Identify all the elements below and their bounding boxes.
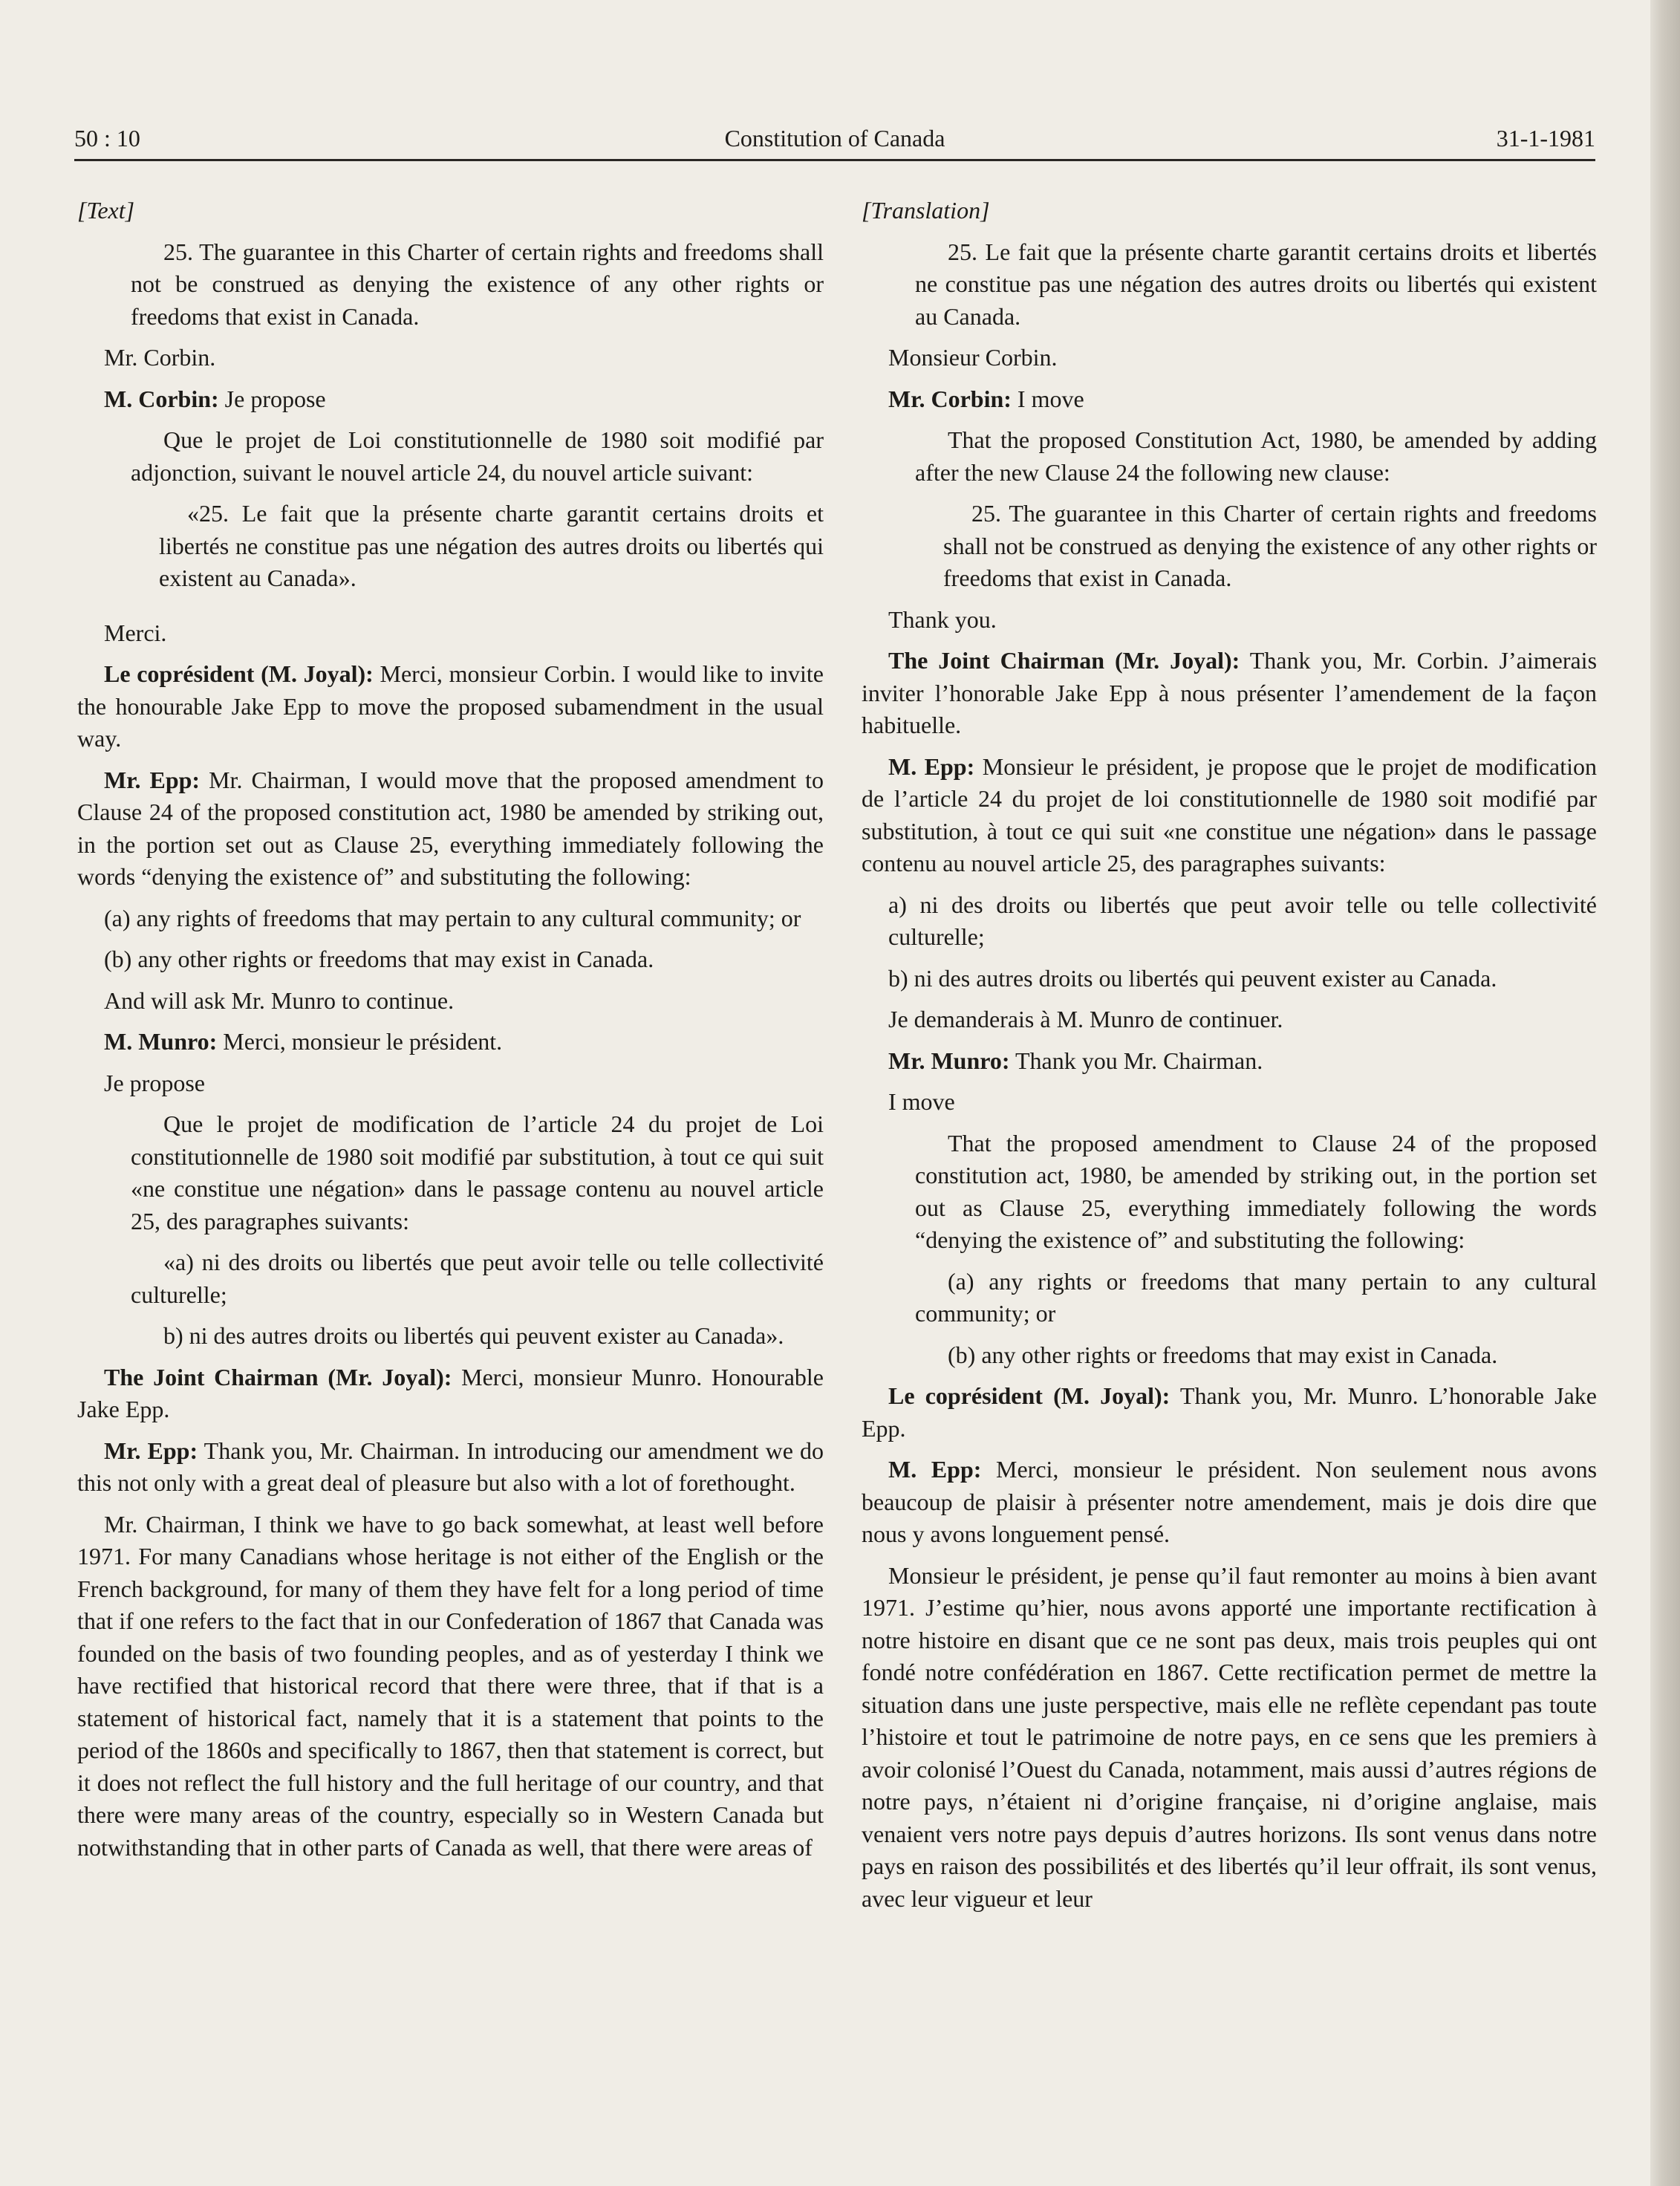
speech-paragraph xyxy=(862,1380,1597,1445)
publication-title: Constitution of Canada xyxy=(724,125,945,152)
speech-paragraph xyxy=(77,658,824,755)
list-item: b) ni des autres droits ou libertés qui peuvent exister au Canada». xyxy=(163,1322,784,1349)
paragraph: Monsieur Corbin. xyxy=(888,344,1058,371)
speaker-name: M. Corbin: xyxy=(104,385,219,412)
paragraph: Mr. Corbin. xyxy=(104,344,216,371)
paragraph: 25. The guarantee in this Charter of certain rights and freedoms shall not be construed as denying the existence of any other rights or freedoms that exist in Canada. xyxy=(943,500,1597,591)
page-edge xyxy=(1650,0,1680,2186)
list-item: (b) any other rights or freedoms that may exist in Canada. xyxy=(104,946,654,972)
speaker-name: M. Epp: xyxy=(888,752,975,780)
header-rule xyxy=(74,159,1595,161)
speaker-name: Le coprésident (M. Joyal): xyxy=(104,660,374,687)
list-item: (a) any rights of freedoms that may pertain to any cultural community; or xyxy=(104,904,801,931)
paragraph: «25. Le fait que la présente charte garantit certains droits et libertés ne constitue pas une négation des autres droits ou libertés qui existent au Canada». xyxy=(159,500,824,591)
list-item: (a) any rights or freedoms that many pertain to any cultural community; or xyxy=(915,1267,1597,1327)
paragraph: 25. The guarantee in this Charter of certain rights and freedoms shall not be construed as denying the existence of any other rights or freedoms that exist in Canada. xyxy=(131,238,824,330)
paragraph: Je propose xyxy=(104,1069,205,1096)
speech-text: Monsieur le président, je propose que le projet de modification de l’article 24 du projet de loi constitutionnelle de 1980 soit modifié par substitution, à tout ce qui suit «ne constitue une négation» dans le passage contenu au nouvel article 25, des paragraphes suivants: xyxy=(862,752,1598,876)
speech-text: Merci, monsieur Corbin. I would like to invite the honourable Jake Epp to move the proposed subamendment in the usual way. xyxy=(77,660,824,752)
paragraph: 25. Le fait que la présente charte garantit certains droits et libertés ne constitue pas une négation des autres droits ou libertés qui existent au Canada. xyxy=(915,238,1597,330)
list-item: a) ni des droits ou libertés que peut avoir telle ou telle collectivité culturelle; xyxy=(888,891,1597,950)
list-item: (b) any other rights or freedoms that may exist in Canada. xyxy=(948,1341,1498,1368)
paragraph: Merci. xyxy=(104,619,167,646)
speech-text: Merci, monsieur Munro. Honourable Jake Epp. xyxy=(77,1363,824,1422)
speaker-name: Mr. Epp: xyxy=(104,766,201,793)
speech-paragraph xyxy=(862,383,1597,416)
translation-tag: [Translation] xyxy=(862,197,990,224)
speech-text: Je propose xyxy=(224,385,326,412)
speech-text: Thank you, Mr. Corbin. J’aimerais inviter l’honorable Jake Epp à nous présenter l’amendement de la façon habituelle. xyxy=(862,647,1598,738)
speaker-name: The Joint Chairman (Mr. Joyal): xyxy=(104,1363,452,1390)
speech-paragraph xyxy=(862,1045,1597,1078)
right-column xyxy=(862,195,1597,1924)
paragraph: Que le projet de modification de l’article 24 du projet de Loi constitutionnelle de 1980 soit modifié par substitution, à tout ce qui suit «ne constitue une négation» dans le passage contenu au nouvel article 25, des paragraphes suivants: xyxy=(131,1110,824,1234)
speaker-name: M. Epp: xyxy=(888,1456,982,1483)
left-column xyxy=(77,195,824,1873)
speaker-name: M. Munro: xyxy=(104,1028,218,1055)
paragraph: That the proposed amendment to Clause 24 of the proposed constitution act, 1980, be amended by striking out, in the portion set out as Clause 25, everything immediately following the words “denying the existence of” and substituting the following: xyxy=(915,1129,1597,1253)
speaker-name: The Joint Chairman (Mr. Joyal): xyxy=(888,647,1240,674)
speech-paragraph xyxy=(862,751,1597,880)
running-header xyxy=(74,125,1595,162)
text-tag: [Text] xyxy=(77,197,135,224)
list-item: «a) ni des droits ou libertés que peut avoir telle ou telle collectivité culturelle; xyxy=(131,1249,824,1308)
speech-paragraph xyxy=(862,1454,1597,1551)
speech-text: Thank you Mr. Chairman. xyxy=(1015,1047,1263,1074)
speech-paragraph xyxy=(77,1435,824,1500)
speaker-name: Le coprésident (M. Joyal): xyxy=(888,1382,1171,1409)
paragraph: Thank you. xyxy=(888,605,997,633)
paragraph: Mr. Chairman, I think we have to go back somewhat, at least well before 1971. For many Canadians whose heritage is not either of the English or the French background, for many of them they have felt for a long period of time that if one refers to the fact that in our Confederation of 1867 that Canada was founded on the basis of two founding peoples, and as of yesterday I think we have rectified that historical record that there were three, that if that is a statement of historical fact, namely that it is a statement that points to the period of the 1860s and specifically to 1867, then that statement is correct, but it does not reflect the full history and the full heritage of our country, and that there were many areas of the country, especially so in Western Canada but notwithstanding that in other parts of Canada as well, that there were areas of xyxy=(77,1510,824,1861)
paragraph: Que le projet de Loi constitutionnelle de 1980 soit modifié par adjonction, suivant le nouvel article 24, du nouvel article suivant: xyxy=(131,426,824,486)
paragraph: And will ask Mr. Munro to continue. xyxy=(104,986,455,1014)
paragraph: I move xyxy=(888,1088,955,1115)
speech-paragraph xyxy=(77,383,824,416)
page-number: 50 : 10 xyxy=(74,125,140,152)
speech-text: Thank you, Mr. Munro. L’honorable Jake Epp. xyxy=(862,1382,1598,1442)
speech-text: Mr. Chairman, I would move that the proposed amendment to Clause 24 of the proposed constitution act, 1980 be amended by striking out, in the portion set out as Clause 25, everything immediately following the words “denying the existence of” and substituting the following: xyxy=(77,766,824,890)
speech-text: Merci, monsieur le président. Non seulement nous avons beaucoup de plaisir à présenter notre amendement, mais je dois dire que nous y avons longuement pensé. xyxy=(862,1456,1598,1547)
speech-paragraph xyxy=(77,764,824,894)
speaker-name: Mr. Munro: xyxy=(888,1047,1010,1074)
speech-paragraph xyxy=(77,1362,824,1426)
speech-paragraph xyxy=(862,645,1597,742)
speech-text: Merci, monsieur le président. xyxy=(223,1028,503,1055)
issue-date: 31-1-1981 xyxy=(1496,125,1595,152)
paragraph: Monsieur le président, je pense qu’il faut remonter au moins à bien avant 1971. J’estime qu’hier, nous avons apporté une importante rectification à notre histoire en disant que ce ne sont pas deux, mais trois peuples qui ont fondé notre confédération en 1867. Cette rectification permet de mettre la situation dans une juste perspective, mais elle ne reflète cependant pas toute l’histoire et tout le patrimoine de notre pays, en ce sens que les premiers à avoir colonisé l’Ouest du Canada, notamment, mais aussi d’autres régions de notre pays, n’étaient ni d’origine française, ni d’origine anglaise, mais venaient vers notre pays depuis d’autres horizons. Ils sont venus dans notre pays en raison des possibilités et des libertés qu’il leur offrait, ils sont venus, avec leur vigueur et leur xyxy=(862,1561,1597,1912)
speech-paragraph xyxy=(77,1026,824,1058)
speech-text: I move xyxy=(1017,385,1084,412)
speaker-name: Mr. Epp: xyxy=(104,1437,198,1464)
paragraph: Je demanderais à M. Munro de continuer. xyxy=(888,1006,1283,1032)
speaker-name: Mr. Corbin: xyxy=(888,385,1012,412)
paragraph: That the proposed Constitution Act, 1980, be amended by adding after the new Clause 24 the following new clause: xyxy=(915,426,1597,486)
speech-text: Thank you, Mr. Chairman. In introducing our amendment we do this not only with a great deal of pleasure but also with a lot of forethought. xyxy=(77,1437,824,1496)
list-item: b) ni des autres droits ou libertés qui peuvent exister au Canada. xyxy=(888,964,1497,992)
